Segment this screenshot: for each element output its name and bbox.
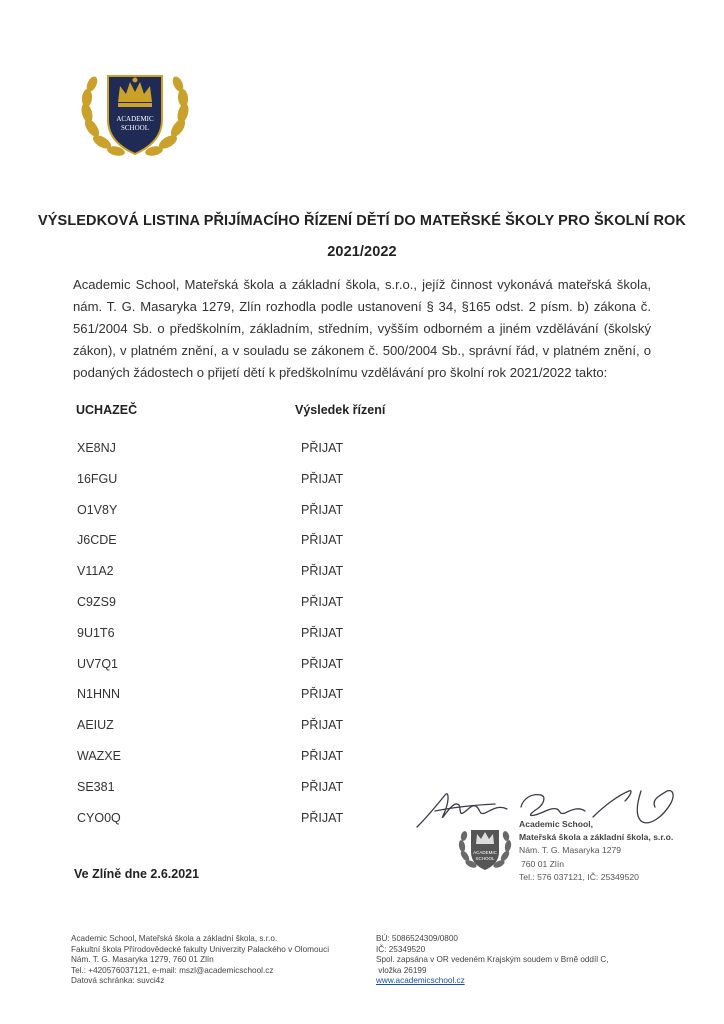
applicant-code: J6CDE (77, 533, 117, 548)
applicant-code: O1V8Y (77, 502, 118, 517)
footer-line: IČ: 25349520 (376, 944, 426, 954)
academic-school-logo (78, 58, 192, 160)
applicant-code: V11A2 (77, 564, 114, 579)
footer-left (71, 934, 329, 987)
footer-line: BÚ: 5086524309/0800 (376, 934, 458, 943)
logo-text-line1: ACADEMIC (116, 115, 154, 123)
stamp-line: Mateřská škola a základní škola, s.r.o. (519, 832, 674, 843)
table-row (0, 503, 400, 523)
place-and-date: Ve Zlíně dne 2.6.2021 (74, 867, 200, 881)
footer-line: Nám. T. G. Masaryka 1279, 760 01 Zlín (71, 955, 214, 964)
table-row (0, 441, 400, 461)
result-status: PŘIJAT (301, 749, 344, 763)
applicant-code: AEIUZ (77, 718, 114, 733)
result-status: PŘIJAT (301, 656, 344, 671)
footer-line: vložka 26199 (376, 965, 427, 975)
column-header-result: Výsledek řízení (295, 403, 386, 417)
applicant-code: CYO0Q (77, 810, 121, 825)
table-row (0, 657, 400, 677)
intro-paragraph: Academic School, Mateřská škola a základní škola, s.r.o., jejíž činnost vykonává mateřská škola, nám. T. G. Masaryka 1279, Zlín rozhodla podle ustanovení § 34, §165 odst. 2 písm. b) zákona č. 561/2004 Sb. o předškolním, základním, středním, vyšším odborném a jiném vzdělávání (školský zákon), v platném znění, a v souladu se zákonem č. 500/2004 Sb., správní řád, v platném znění, o podaných žádostech o přijetí dětí k předškolnímu vzdělávání pro školní rok 2021/2022 takto: (73, 277, 651, 380)
table-row (0, 780, 400, 800)
stamp-line: Tel.: 576 037121, IČ: 25349520 (519, 871, 639, 882)
applicant-code: SE381 (77, 779, 115, 794)
table-row (0, 533, 400, 553)
table-row (0, 687, 400, 707)
stamp-line: 760 01 Zlín (521, 858, 564, 869)
stamp-logo (457, 822, 513, 872)
stamp-line: Nám. T. G. Masaryka 1279 (519, 845, 622, 856)
stamp-line: Academic School, (519, 819, 594, 829)
footer-line: Datová schránka: suvci4z (71, 976, 165, 985)
result-status: PŘIJAT (301, 718, 344, 733)
result-status: PŘIJAT (301, 779, 344, 794)
table-row (0, 626, 400, 646)
table-row (0, 595, 400, 615)
result-status: PŘIJAT (301, 595, 344, 609)
footer-right (376, 934, 609, 987)
document-title: VÝSLEDKOVÁ LISTINA PŘIJÍMACÍHO ŘÍZENÍ DĚTÍ DO MATEŘSKÉ ŠKOLY PRO ŠKOLNÍ ROK (38, 213, 686, 229)
footer-line: Tel.: +420576037121, e-mail: mszl@academicschool.cz (71, 965, 274, 975)
applicant-code: 16FGU (77, 471, 118, 486)
result-status: PŘIJAT (301, 471, 344, 486)
applicant-code: 9U1T6 (77, 625, 115, 640)
table-row (0, 749, 400, 769)
applicant-code: C9ZS9 (77, 595, 116, 609)
result-status: PŘIJAT (301, 810, 344, 825)
column-header-applicant: UCHAZEČ (76, 403, 138, 417)
result-status: PŘIJAT (301, 441, 344, 455)
table-row (0, 564, 400, 584)
applicant-code: WAZXE (77, 749, 121, 763)
logo-text-line2: SCHOOL (120, 124, 150, 132)
document-title-year: 2021/2022 (327, 244, 397, 260)
footer-line: Fakultní škola Přírodovědecké fakulty Univerzity Palackého v Olomouci (71, 944, 330, 954)
website-link[interactable]: www.academicschool.cz (376, 976, 465, 985)
applicant-code: XE8NJ (77, 441, 116, 455)
table-row (0, 811, 400, 831)
result-status: PŘIJAT (301, 533, 344, 548)
table-row (0, 472, 400, 492)
applicant-code: N1HNN (77, 687, 121, 702)
result-status: PŘIJAT (301, 625, 344, 640)
table-row (0, 718, 400, 738)
result-status: PŘIJAT (301, 502, 344, 517)
stamp-logo-text-line2: SCHOOL (475, 856, 495, 861)
footer-line: Spol. zapsána v OR vedeném Krajským soudem v Brně oddíl C, (376, 955, 609, 964)
stamp-logo-text-line1: ACADEMIC (473, 850, 497, 855)
result-status: PŘIJAT (301, 564, 344, 579)
school-stamp (519, 818, 673, 884)
footer-line: Academic School, Mateřská škola a základní škola, s.r.o. (71, 934, 278, 943)
applicant-code: UV7Q1 (77, 656, 118, 671)
result-status: PŘIJAT (301, 687, 344, 702)
